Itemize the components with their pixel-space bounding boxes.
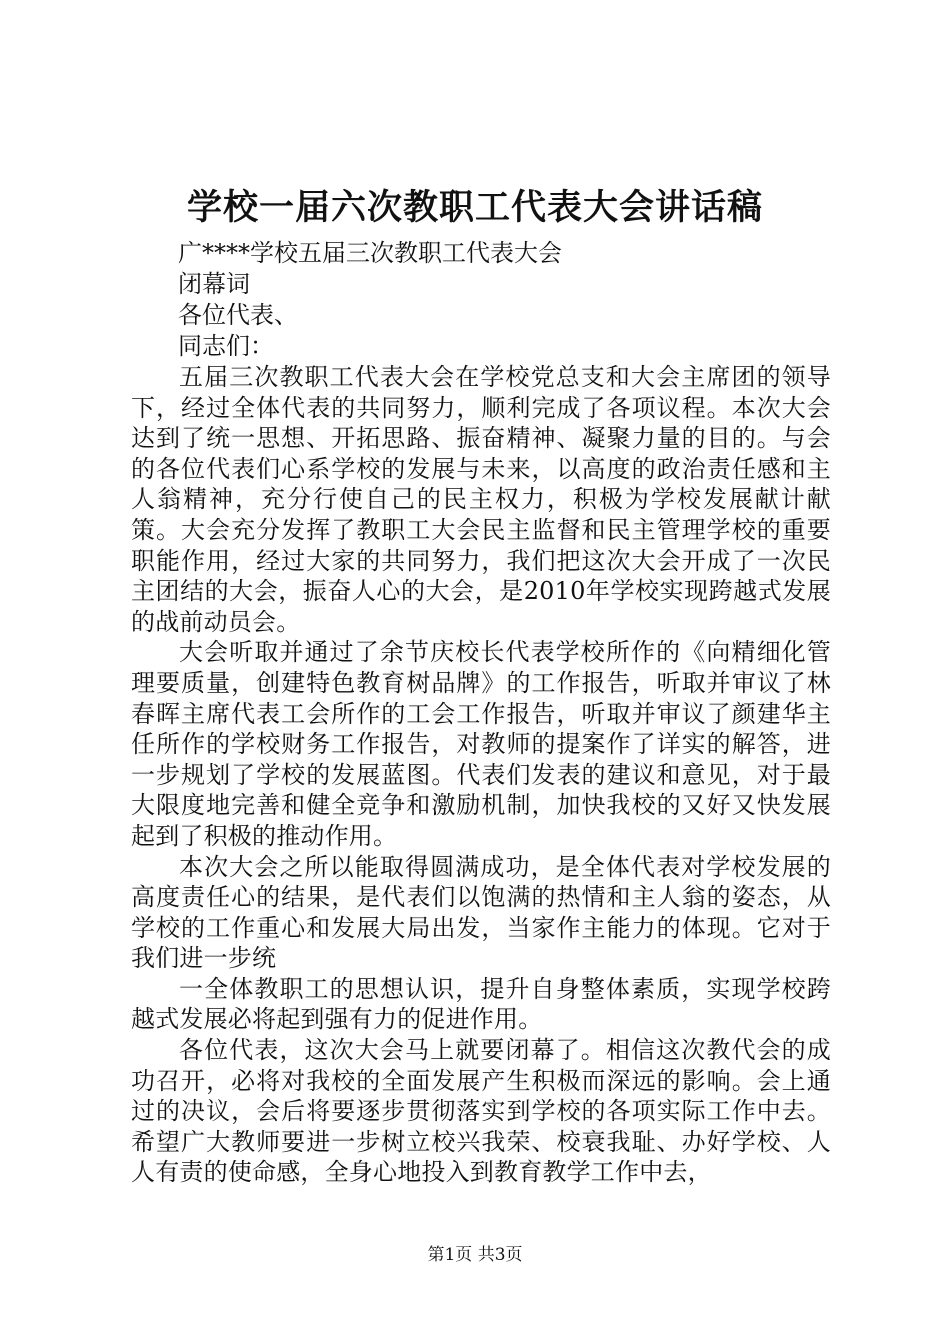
- paragraph-4: 一全体教职工的思想认识，提升自身整体素质，实现学校跨越式发展必将起到强有力的促进作用。: [131, 974, 831, 1034]
- paragraph-5: 各位代表，这次大会马上就要闭幕了。相信这次教代会的成功召开，必将对我校的全面发展产生积极而深远的影响。会上通过的决议，会后将要逐步贯彻落实到学校的各项实际工作中去。希望广大教师要进一步树立校兴我荣、校衰我耻、办好学校、人人有责的使命感，全身心地投入到教育教学工作中去，: [131, 1036, 831, 1187]
- page-number-footer: 第1页 共3页: [427, 1245, 523, 1265]
- page-title: 学校一届六次教职工代表大会讲话稿: [186, 187, 763, 228]
- salutation-comrades: 同志们：: [178, 332, 274, 360]
- closing-speech-label: 闭幕词: [178, 270, 250, 298]
- school-assembly-line: 广****学校五届三次教职工代表大会: [178, 239, 562, 267]
- paragraph-1: 五届三次教职工代表大会在学校党总支和大会主席团的领导下，经过全体代表的共同努力，顺利完成了各项议程。本次大会达到了统一思想、开拓思路、振奋精神、凝聚力量的目的。与会的各位代表们心系学校的发展与未来，以高度的政治责任感和主人翁精神，充分行使自己的民主权力，积极为学校发展献计献策。大会充分发挥了教职工大会民主监督和民主管理学校的重要职能作用，经过大家的共同努力，我们把这次大会开成了一次民主团结的大会，振奋人心的大会，是2010年学校实现跨越式发展的战前动员会。: [131, 363, 831, 636]
- speech-body: [131, 362, 831, 1188]
- paragraph-2: 大会听取并通过了余节庆校长代表学校所作的《向精细化管理要质量，创建特色教育树品牌》的工作报告，听取并审议了林春晖主席代表工会所作的工会工作报告，听取并审议了颜建华主任所作的学校财务工作报告，对教师的提案作了详实的解答，进一步规划了学校的发展蓝图。代表们发表的建议和意见，对于最大限度地完善和健全竞争和激励机制，加快我校的又好又快发展起到了积极的推动作用。: [131, 638, 831, 850]
- paragraph-3: 本次大会之所以能取得圆满成功，是全体代表对学校发展的高度责任心的结果，是代表们以饱满的热情和主人翁的姿态，从学校的工作重心和发展大局出发，当家作主能力的体现。它对于我们进一步统: [131, 852, 831, 973]
- salutation-delegates: 各位代表、: [178, 301, 298, 329]
